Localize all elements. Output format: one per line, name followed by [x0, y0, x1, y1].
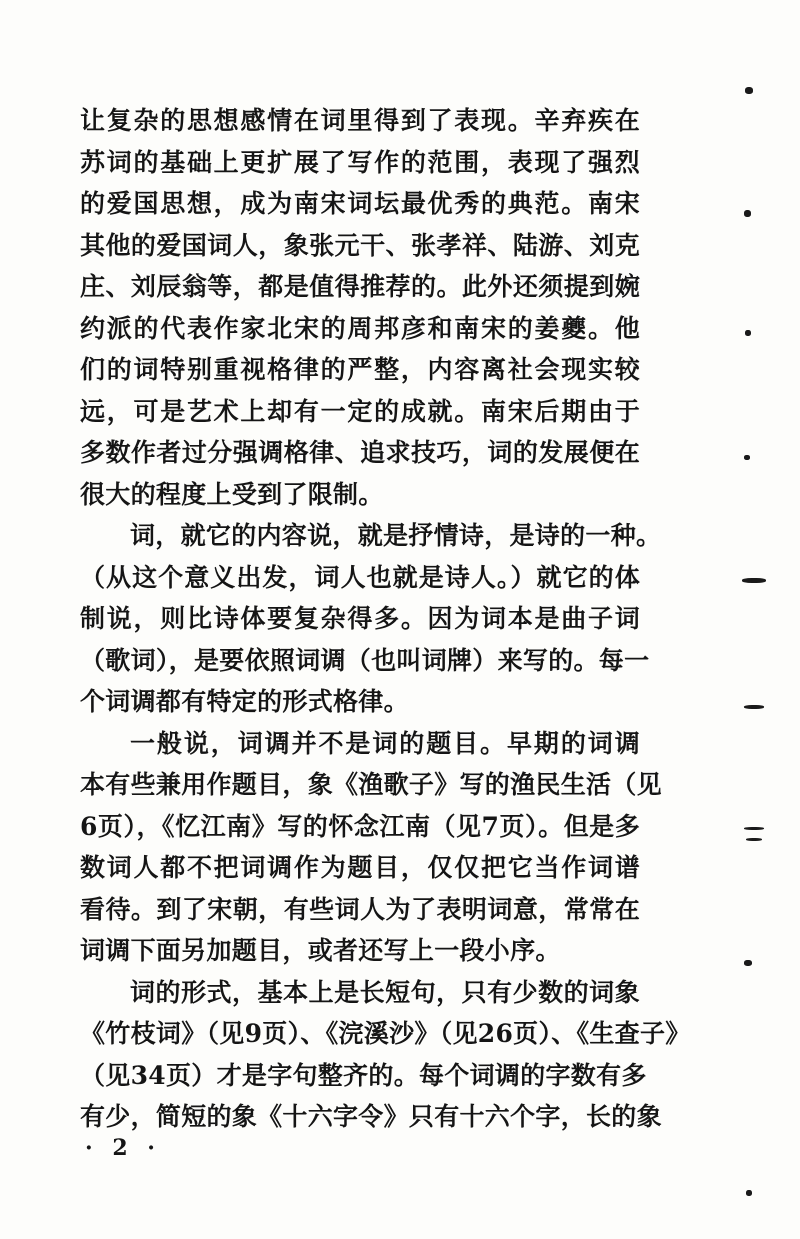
text-line: 制说，则比诗体要复杂得多。因为词本是曲子词	[80, 604, 640, 633]
text-line: 看待。到了宋朝，有些词人为了表明词意，常常在	[80, 894, 640, 924]
text-line: 远，可是艺术上却有一定的成就。南宋后期由于	[80, 396, 640, 426]
scan-speck	[744, 210, 751, 217]
text-line: 词调下面另加题目，或者还写上一段小序。	[80, 936, 561, 965]
text-line: 本有些兼用作题目，象《渔歌子》写的渔民生活（见	[80, 770, 662, 799]
scan-speck	[746, 1190, 752, 1196]
paragraph-start-line: 词的形式，基本上是长短句，只有少数的词象	[130, 977, 640, 1007]
text-line: （歌词），是要依照词调（也叫词牌）来写的。每一	[80, 645, 650, 675]
text-line: 们的词特别重视格律的严整，内容离社会现实较	[80, 355, 640, 384]
scan-speck	[744, 455, 750, 460]
text-line: 其他的爱国词人，象张元干、张孝祥、陆游、刘克	[80, 230, 640, 260]
scan-speck	[745, 330, 751, 336]
scan-speck	[742, 578, 766, 583]
text-line: 有少，简短的象《十六字令》只有十六个字，长的象	[80, 1102, 662, 1131]
text-line: 苏词的基础上更扩展了写作的范围，表现了强烈	[80, 147, 640, 177]
paragraph-start-line: 一般说，词调并不是词的题目。早期的词调	[130, 728, 640, 758]
text-line: （见34页）才是字句整齐的。每个词调的字数有多	[80, 1060, 647, 1090]
scan-speck	[744, 827, 764, 830]
paragraph-start-line: 词，就它的内容说，就是抒情诗，是诗的一种。	[130, 521, 662, 550]
text-line: 数词人都不把词调作为题目，仅仅把它当作词谱	[80, 853, 640, 882]
text-line: 庄、刘辰翁等，都是值得推荐的。此外还须提到婉	[80, 272, 640, 301]
text-line: 6页），《忆江南》写的怀念江南（见7页）。但是多	[80, 811, 640, 841]
text-line: 让复杂的思想感情在词里得到了表现。辛弃疾在	[80, 106, 640, 135]
scan-margin-specks	[720, 0, 800, 1239]
scan-speck	[744, 705, 764, 709]
text-line: 很大的程度上受到了限制。	[80, 479, 384, 509]
text-line: 个词调都有特定的形式格律。	[80, 687, 409, 716]
text-line: 多数作者过分强调格律、追求技巧，词的发展便在	[80, 438, 640, 467]
text-line: （从这个意义出发，词人也就是诗人。）就它的体	[80, 562, 640, 592]
body-text	[80, 100, 691, 1138]
text-line: 的爱国思想，成为南宋词坛最优秀的典范。南宋	[80, 189, 640, 218]
scan-speck	[745, 87, 753, 94]
scan-speck	[746, 838, 762, 841]
page-number: · 2 ·	[85, 1135, 161, 1161]
scan-speck	[744, 960, 752, 966]
text-line: 约派的代表作家北宋的周邦彦和南宋的姜夔。他	[80, 313, 640, 343]
text-line: 《竹枝词》（见9页）、《浣溪沙》（见26页）、《生查子》	[80, 1019, 691, 1048]
